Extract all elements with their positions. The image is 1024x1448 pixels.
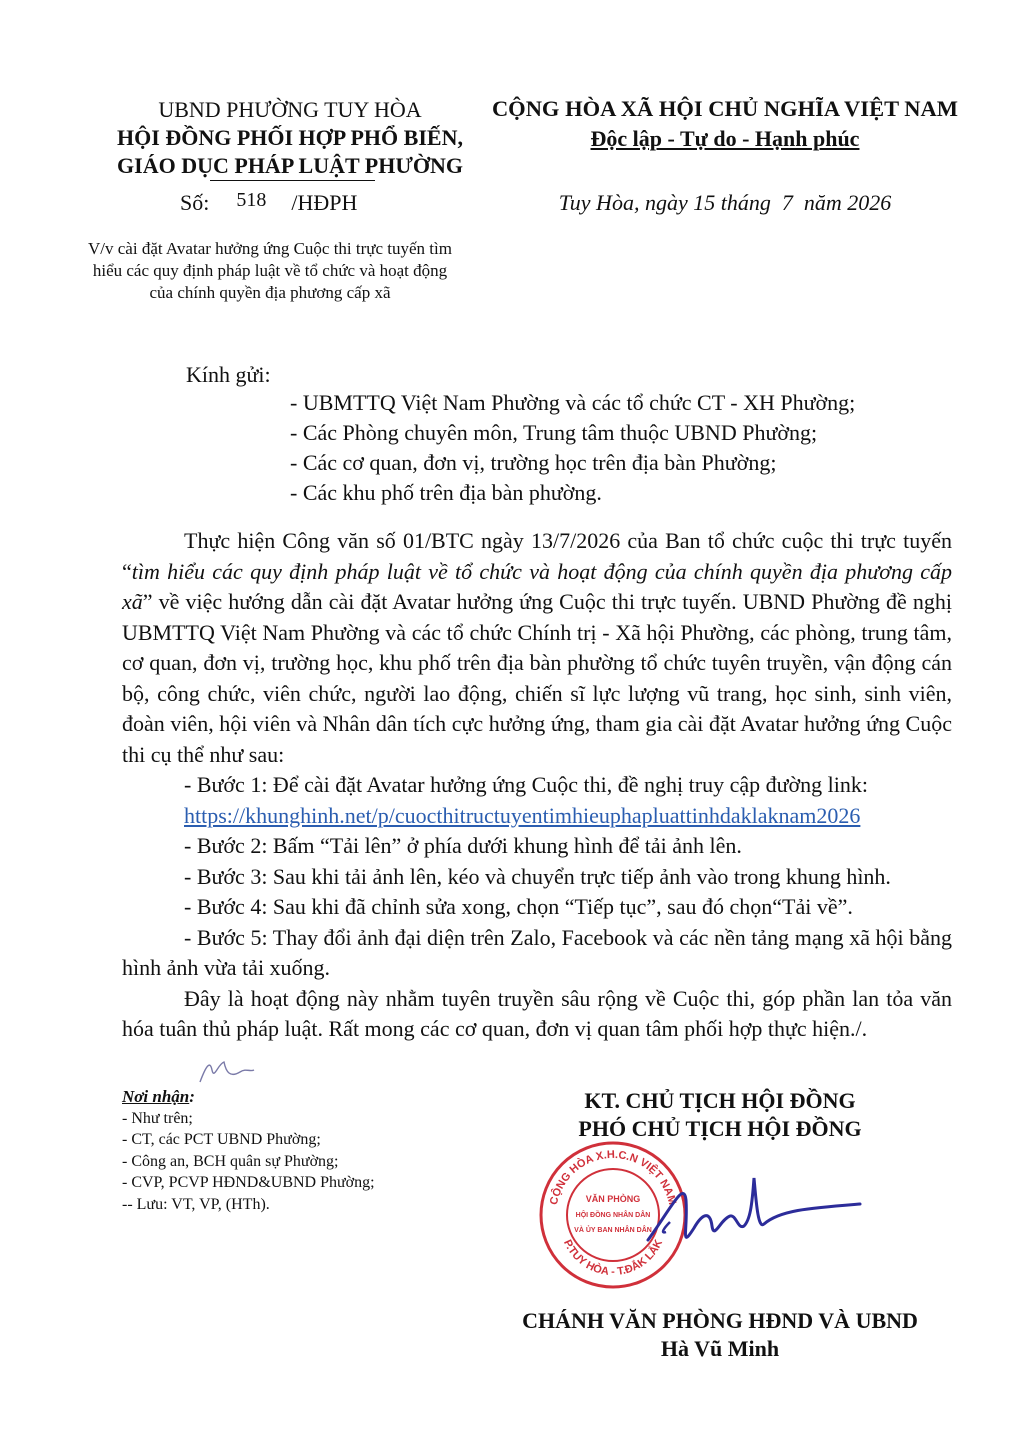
so-label: Số:	[180, 190, 210, 215]
step-1: - Bước 1: Để cài đặt Avatar hưởng ứng Cuộc thi, đề nghị truy cập đường link:	[184, 772, 868, 797]
step-4: - Bước 4: Sau khi đã chỉnh sửa xong, chọn “Tiếp tục”, sau đó chọn“Tải về”.	[184, 894, 853, 919]
noi-nhan-item: - CVP, PCVP HĐND&UBND Phường;	[122, 1174, 375, 1191]
noi-nhan-heading	[122, 1086, 375, 1108]
recipients-label: Kính gửi:	[186, 362, 271, 387]
svg-text:VĂN PHÒNG: VĂN PHÒNG	[585, 1194, 641, 1204]
p1-text-b: ” về việc hướng dẫn cài đặt Avatar hưởng ứng Cuộc thi trực tuyến. UBND Phường đề nghị UBMTTQ Việt Nam Phường và các tổ chức Chính trị - Xã hội Phường, các phòng, trung tâm, cơ quan, đơn vị, trường học, khu phố trên địa bàn phường tổ chức tuyên truyền, vận động cán bộ, công chức, viên chức, người lao động, chiến sĩ lực lượng vũ trang, học sinh, sinh viên, đoàn viên, hội viên và Nhân dân tích cực hưởng ứng, tham gia cài đặt Avatar hưởng ứng Cuộc thi cụ thể như sau:	[122, 589, 952, 767]
step-2: - Bước 2: Bấm “Tải lên” ở phía dưới khung hình để tải ảnh lên.	[184, 833, 742, 858]
svg-text:VÀ ỦY BAN NHÂN DÂN: VÀ ỦY BAN NHÂN DÂN	[574, 1227, 652, 1234]
noi-nhan-item: - Như trên;	[122, 1109, 193, 1127]
avatar-link[interactable]: https://khunghinh.net/p/cuocthitructuyentimhieuphapluattinhdaklaknam2026	[184, 802, 861, 828]
motto-text: Độc lập - Tự do - Hạnh phúc	[590, 126, 860, 151]
document-number	[180, 190, 357, 216]
national-title: CỘNG HÒA XÃ HỘI CHỦ NGHĨA VIỆT NAM	[491, 96, 959, 121]
header-left-rule	[210, 180, 375, 181]
p1-contest-name: tìm hiểu các quy định pháp luật về tổ chức và hoạt động của chính quyền địa phương cấp xã	[122, 558, 952, 614]
step-3: - Bước 3: Sau khi tải ảnh lên, kéo và chuyển trực tiếp ảnh vào trong khung hình.	[184, 863, 891, 889]
document-subject: V/v cài đặt Avatar hưởng ứng Cuộc thi trực tuyến tìm hiểu các quy định pháp luật về tổ chức và hoạt động của chính quyền địa phương cấp xã	[88, 239, 452, 302]
avatar-link-row	[122, 801, 952, 832]
recipient-item: - Các khu phố trên địa bàn phường.	[290, 480, 602, 505]
signer-name: Hà Vũ Minh	[660, 1336, 780, 1361]
svg-text:HỘI ĐỒNG NHÂN DÂN: HỘI ĐỒNG NHÂN DÂN	[575, 1212, 651, 1219]
so-number: 518	[236, 189, 267, 211]
document-date: Tuy Hòa, ngày 15 tháng 7 năm 2026	[558, 190, 892, 215]
so-suffix: /HĐPH	[291, 190, 358, 215]
noi-nhan-label: Nơi nhận	[122, 1087, 190, 1106]
svg-text:P.TUY HÒA - T.ĐẮK LẮK: P.TUY HÒA - T.ĐẮK LẮK	[561, 1237, 666, 1279]
svg-text:CỘNG HÒA X.H.C.N VIỆT NAM: CỘNG HÒA X.H.C.N VIỆT NAM	[547, 1148, 679, 1207]
signature-title-2: PHÓ CHỦ TỊCH HỘI ĐỒNG	[578, 1116, 862, 1141]
noi-nhan-item: -- Lưu: VT, VP, (HTh).	[122, 1195, 270, 1213]
handwritten-signature	[640, 1170, 880, 1260]
closing-paragraph: Đây là hoạt động này nhằm tuyên truyền sâu rộng về Cuộc thi, góp phần lan tỏa văn hóa tuân thủ pháp luật. Rất mong các cơ quan, đơn vị quan tâm phối hợp thực hiện./.	[122, 985, 952, 1041]
agency-parent: UBND PHƯỜNG TUY HÒA	[158, 97, 422, 122]
recipients-list	[122, 1086, 375, 1215]
agency-name-line1: HỘI ĐỒNG PHỐI HỢP PHỔ BIẾN,	[117, 125, 463, 150]
p1-text-a: Thực hiện Công văn số 01/BTC ngày 13/7/2026 của Ban tổ chức cuộc thi trực tuyến “	[122, 528, 952, 584]
noi-nhan-item: - CT, các PCT UBND Phường;	[122, 1131, 321, 1148]
recipient-item: - Các cơ quan, đơn vị, trường học trên địa bàn Phường;	[290, 450, 777, 475]
initial-mark	[196, 1058, 256, 1086]
step-5: - Bước 5: Thay đổi ảnh đại diện trên Zalo, Facebook và các nền tảng mạng xã hội bằng hình ảnh vừa tải xuống.	[122, 924, 952, 980]
body-paragraph-1	[122, 526, 952, 770]
recipient-item: - Các Phòng chuyên môn, Trung tâm thuộc UBND Phường;	[290, 420, 818, 445]
noi-nhan-item: - Công an, BCH quân sự Phường;	[122, 1152, 339, 1170]
noi-nhan-colon: :	[189, 1087, 195, 1106]
document-body	[122, 526, 952, 1045]
national-motto	[470, 126, 980, 152]
agency-name-line2: GIÁO DỤC PHÁP LUẬT PHƯỜNG	[117, 153, 463, 178]
signer-position: CHÁNH VĂN PHÒNG HĐND VÀ UBND	[522, 1308, 918, 1333]
signature-title-1: KT. CHỦ TỊCH HỘI ĐỒNG	[584, 1088, 856, 1113]
recipient-item: - UBMTTQ Việt Nam Phường và các tổ chức CT - XH Phường;	[290, 390, 856, 415]
